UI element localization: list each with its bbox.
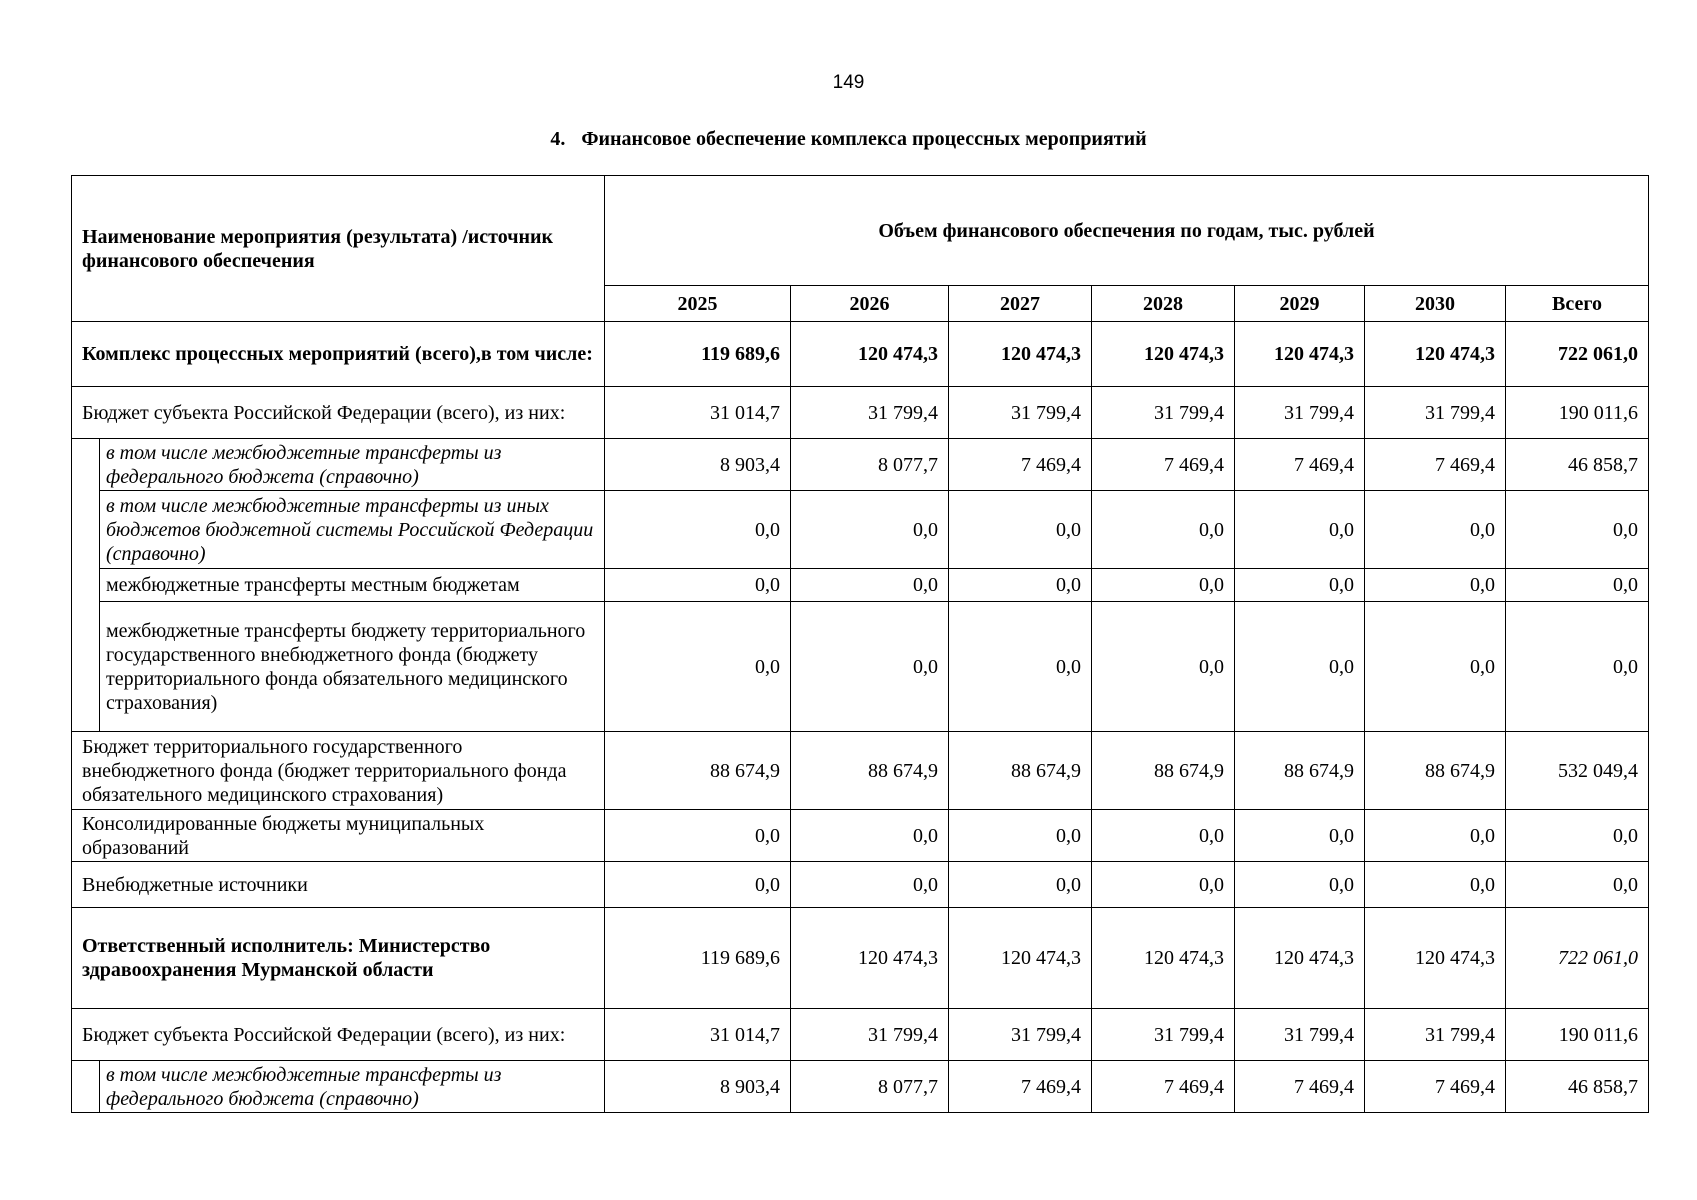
section-title-text: Финансовое обеспечение комплекса процессных мероприятий — [581, 128, 1147, 150]
value-cell: 7 469,4 — [1092, 439, 1235, 491]
value-cell: 120 474,3 — [1092, 908, 1235, 1009]
table-row — [72, 387, 1649, 439]
value-cell: 119 689,6 — [605, 908, 791, 1009]
value-cell: 119 689,6 — [605, 322, 791, 387]
table-row — [72, 732, 1649, 810]
total-cell: 46 858,7 — [1506, 1061, 1649, 1113]
value-cell: 7 469,4 — [1365, 1061, 1506, 1113]
year-header: 2027 — [949, 286, 1092, 322]
value-cell: 0,0 — [949, 602, 1092, 732]
value-cell: 88 674,9 — [605, 732, 791, 810]
row-name: Комплекс процессных мероприятий (всего),в том числе: — [72, 322, 605, 387]
row-name: межбюджетные трансферты бюджету территориального государственного внебюджетного фонда (бюджету территориального фонда обязательного медицинского страхования) — [100, 602, 605, 732]
value-cell: 0,0 — [791, 862, 949, 908]
value-cell: 88 674,9 — [949, 732, 1092, 810]
header-volume-cell: Объем финансового обеспечения по годам, тыс. рублей — [605, 176, 1649, 286]
table-row — [72, 569, 1649, 602]
value-cell: 31 799,4 — [791, 1009, 949, 1061]
total-header: Всего — [1506, 286, 1649, 322]
value-cell: 8 077,7 — [791, 439, 949, 491]
table-row — [72, 322, 1649, 387]
value-cell: 120 474,3 — [791, 322, 949, 387]
value-cell: 7 469,4 — [1092, 1061, 1235, 1113]
total-cell: 0,0 — [1506, 810, 1649, 862]
value-cell: 31 799,4 — [1235, 1009, 1365, 1061]
year-header: 2025 — [605, 286, 791, 322]
value-cell: 0,0 — [1235, 862, 1365, 908]
value-cell: 31 799,4 — [1365, 1009, 1506, 1061]
total-cell: 0,0 — [1506, 862, 1649, 908]
value-cell: 7 469,4 — [1235, 1061, 1365, 1113]
value-cell: 120 474,3 — [1235, 908, 1365, 1009]
indent-cell — [72, 439, 100, 732]
total-cell: 0,0 — [1506, 569, 1649, 602]
value-cell: 0,0 — [1092, 569, 1235, 602]
indent-cell — [72, 1061, 100, 1113]
total-cell: 190 011,6 — [1506, 387, 1649, 439]
row-name: Ответственный исполнитель: Министерство здравоохранения Мурманской области — [72, 908, 605, 1009]
value-cell: 120 474,3 — [949, 322, 1092, 387]
value-cell: 120 474,3 — [1365, 908, 1506, 1009]
value-cell: 0,0 — [605, 862, 791, 908]
table-row — [72, 602, 1649, 732]
value-cell: 120 474,3 — [1092, 322, 1235, 387]
value-cell: 8 903,4 — [605, 1061, 791, 1113]
value-cell: 0,0 — [1092, 491, 1235, 569]
table-row — [72, 908, 1649, 1009]
value-cell: 0,0 — [949, 491, 1092, 569]
table-row — [72, 1009, 1649, 1061]
year-header: 2028 — [1092, 286, 1235, 322]
year-header: 2030 — [1365, 286, 1506, 322]
value-cell: 0,0 — [605, 569, 791, 602]
total-cell: 190 011,6 — [1506, 1009, 1649, 1061]
row-name: в том числе межбюджетные трансферты из иных бюджетов бюджетной системы Российской Федерации (справочно) — [100, 491, 605, 569]
year-header: 2029 — [1235, 286, 1365, 322]
value-cell: 0,0 — [791, 602, 949, 732]
value-cell: 7 469,4 — [949, 1061, 1092, 1113]
row-name: в том числе межбюджетные трансферты из федерального бюджета (справочно) — [100, 439, 605, 491]
row-name: Бюджет субъекта Российской Федерации (всего), из них: — [72, 1009, 605, 1061]
value-cell: 0,0 — [1092, 862, 1235, 908]
value-cell: 120 474,3 — [1365, 322, 1506, 387]
value-cell: 88 674,9 — [1235, 732, 1365, 810]
table-row — [72, 862, 1649, 908]
value-cell: 120 474,3 — [791, 908, 949, 1009]
value-cell: 0,0 — [791, 810, 949, 862]
value-cell: 31 799,4 — [1365, 387, 1506, 439]
value-cell: 0,0 — [1365, 569, 1506, 602]
value-cell: 31 799,4 — [791, 387, 949, 439]
value-cell: 120 474,3 — [1235, 322, 1365, 387]
table-row — [72, 439, 1649, 491]
value-cell: 120 474,3 — [949, 908, 1092, 1009]
value-cell: 0,0 — [1365, 491, 1506, 569]
value-cell: 8 903,4 — [605, 439, 791, 491]
row-name: Бюджет субъекта Российской Федерации (всего), из них: — [72, 387, 605, 439]
value-cell: 0,0 — [605, 491, 791, 569]
value-cell: 88 674,9 — [1365, 732, 1506, 810]
value-cell: 0,0 — [605, 602, 791, 732]
row-name: в том числе межбюджетные трансферты из федерального бюджета (справочно) — [100, 1061, 605, 1113]
value-cell: 31 799,4 — [949, 387, 1092, 439]
value-cell: 0,0 — [1092, 602, 1235, 732]
value-cell: 0,0 — [1235, 569, 1365, 602]
value-cell: 31 799,4 — [949, 1009, 1092, 1061]
header-name-cell: Наименование мероприятия (результата) /источник финансового обеспечения — [72, 176, 605, 322]
value-cell: 0,0 — [1235, 602, 1365, 732]
section-title — [0, 128, 1697, 151]
value-cell: 7 469,4 — [949, 439, 1092, 491]
total-cell: 722 061,0 — [1506, 322, 1649, 387]
year-header: 2026 — [791, 286, 949, 322]
value-cell: 31 799,4 — [1235, 387, 1365, 439]
value-cell: 7 469,4 — [1365, 439, 1506, 491]
value-cell: 0,0 — [949, 862, 1092, 908]
table-row — [72, 491, 1649, 569]
value-cell: 88 674,9 — [1092, 732, 1235, 810]
value-cell: 0,0 — [791, 491, 949, 569]
value-cell: 0,0 — [1235, 491, 1365, 569]
table-row — [72, 810, 1649, 862]
value-cell: 8 077,7 — [791, 1061, 949, 1113]
row-name: Консолидированные бюджеты муниципальных образований — [72, 810, 605, 862]
total-cell: 0,0 — [1506, 602, 1649, 732]
total-cell: 722 061,0 — [1506, 908, 1649, 1009]
value-cell: 0,0 — [949, 569, 1092, 602]
total-cell: 532 049,4 — [1506, 732, 1649, 810]
page-number: 149 — [832, 72, 865, 93]
section-number: 4. — [550, 128, 566, 150]
value-cell: 0,0 — [1365, 810, 1506, 862]
table-row — [72, 1061, 1649, 1113]
value-cell: 0,0 — [1365, 862, 1506, 908]
value-cell: 31 014,7 — [605, 387, 791, 439]
value-cell: 0,0 — [1365, 602, 1506, 732]
row-name: межбюджетные трансферты местным бюджетам — [100, 569, 605, 602]
row-name: Внебюджетные источники — [72, 862, 605, 908]
financing-table — [71, 175, 1649, 1113]
value-cell: 0,0 — [791, 569, 949, 602]
value-cell: 0,0 — [949, 810, 1092, 862]
value-cell: 88 674,9 — [791, 732, 949, 810]
value-cell: 0,0 — [1092, 810, 1235, 862]
total-cell: 46 858,7 — [1506, 439, 1649, 491]
value-cell: 31 799,4 — [1092, 387, 1235, 439]
total-cell: 0,0 — [1506, 491, 1649, 569]
value-cell: 31 014,7 — [605, 1009, 791, 1061]
row-name: Бюджет территориального государственного внебюджетного фонда (бюджет территориального фонда обязательного медицинского страхования) — [72, 732, 605, 810]
value-cell: 0,0 — [1235, 810, 1365, 862]
value-cell: 31 799,4 — [1092, 1009, 1235, 1061]
value-cell: 7 469,4 — [1235, 439, 1365, 491]
value-cell: 0,0 — [605, 810, 791, 862]
